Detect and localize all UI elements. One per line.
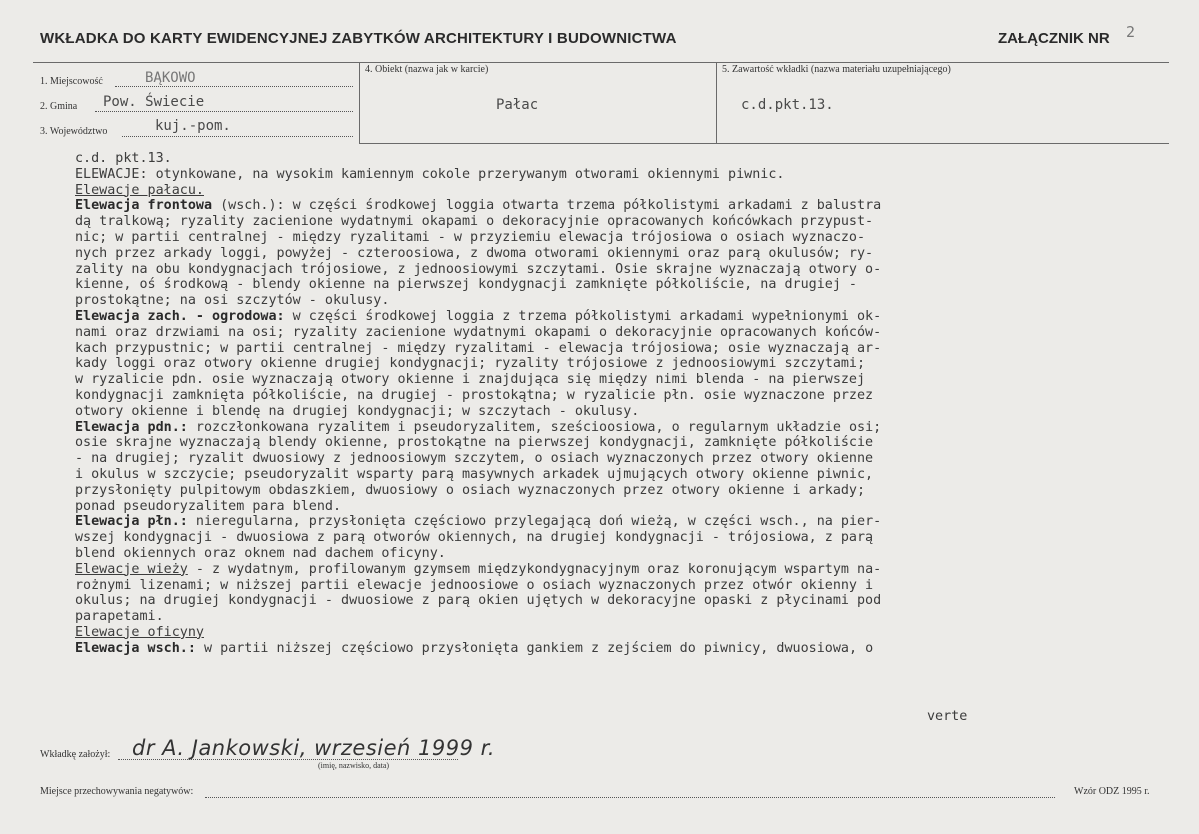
commune-dotted-line [95,111,353,112]
column-divider-1 [359,62,360,144]
body-line: rożnymi lizenami; w niższej partii elewacje jednoosiowe o osiach wyznaczonych przez otwór okienny i [75,577,874,593]
elevation-heading-north: Elewacja płn.: [75,514,188,530]
tower-heading: Elewacje wieży [75,561,188,577]
body-line: Elewacje wieży - z wydatnym, profilowanym gzymsem międzykondygnacyjnym oraz koronującym wspartym na- [75,561,882,577]
body-line: Elewacja frontowa (wsch.): w części środkowej loggia otwarta trzema półkolistymi arkadami z balustra [75,198,882,214]
subsection-heading: Elewacje pałacu. [75,182,204,198]
elevation-heading-west: Elewacja zach. - ogrodowa: [75,308,285,324]
body-line: nami oraz drzwiami na osi; ryzality zacienione wydatnymi okapami o dekoracyjnie opracowanych końców- [75,324,882,340]
description-body [75,151,1135,657]
elevation-heading-east: Elewacja wsch.: [75,640,196,656]
body-line: Elewacja zach. - ogrodowa: w części środkowej loggia z trzema półkolistymi arkadami wypełnionymi ok- [75,308,882,324]
section-heading: ELEWACJE [75,166,140,182]
body-line: nych przez arkady loggi, powyżej - czteroosiowa, z dwoma otworami okiennymi oraz parą okulusów; ry- [75,245,874,261]
body-line: dą tralkową; ryzality zacienione wydatnymi okapami o dekoracyjnie opracowanych końcówkach przypust- [75,214,874,230]
body-line: kach przypustnic; w partii centralnej - między ryzalitami - elewacja trójosiowa; osie wyznaczają ar- [75,340,882,356]
verte-note: verte [927,709,968,724]
annex-label: ZAŁĄCZNIK NR [998,30,1110,47]
body-line: zality na obu kondygnacjach trójosiowe, z jednoosiowymi szczytami. Osie skrajne wyznaczają otwory o- [75,261,882,277]
body-line: kady loggi oraz otwory okienne drugiej kondygnacji; ryzality trójosiowe z jednoosiowymi szczytami; [75,356,866,372]
annex-number[interactable]: 2 [1126,23,1136,41]
body-line: Elewacja pdn.: rozczłonkowana ryzalitem i pseudoryzalitem, sześcioosiowa, o regularnym układzie osi; [75,419,882,435]
body-line: otwory okienne i blendę na drugiej kondygnacji; w szczytach - okulusy. [75,403,640,419]
body-line: Elewacja wsch.: w partii niższej częściowo przysłonięta gankiem z zejściem do piwnicy, dwuosiowa, o [75,640,874,656]
subsection-heading: Elewacje oficyny [75,624,204,640]
elevation-heading-south: Elewacja pdn.: [75,419,188,435]
author-signature[interactable]: dr A. Jankowski, wrzesień 1999 r. [132,736,496,760]
body-line: - na drugiej; ryzalit dwuosiowy z jednoosiowym szczytem, o osiach wyznaczonych przez otwory okienne [75,451,874,467]
body-line: wszej kondygnacji - dwuosiowa z parą otworów okiennych, na drugiej kondygnacji - trójosiowa, z parą [75,530,874,546]
object-label-hint: (nazwa jak w karcie) [404,64,489,75]
voivodeship-dotted-line [122,136,353,137]
locality-label: 1. Miejscowość [40,76,103,87]
body-line: nic; w partii centralnej - między ryzalitami - w przyziemiu elewacja trójosiowa o osiach wyznaczo- [75,229,866,245]
voivodeship-label: 3. Województwo [40,126,108,137]
body-line: okulus; na drugiej kondygnacji - dwuosiowe z parą okien ujętych w dekoracyjne opaski z płycinami pod [75,593,882,609]
body-line: c.d. pkt.13. [75,151,172,166]
object-value[interactable]: Pałac [496,97,539,113]
body-line: prostokątne; na osi szczytów - okulusy. [75,293,390,309]
header-top-rule [33,62,1169,63]
body-line: ponad pseudoryzalitem para blend. [75,498,342,514]
body-line: blend okiennych oraz oknem nad dachem oficyny. [75,545,446,561]
commune-label: 2. Gmina [40,101,78,112]
body-line: w ryzalicie pdn. osie wyznaczają otwory okienne i znajdująca się między nimi blenda - na pierwszej [75,372,866,388]
content-label [722,64,951,75]
elevation-heading-front: Elewacja frontowa [75,198,213,214]
body-line: kienne, oś środkową - blendy okienne na pierwszej kondygnacji zamknięte półkoliście, na drugiej - [75,277,857,293]
body-line: ELEWACJE: otynkowane, na wysokim kamiennym cokole przerywanym otworami okiennymi piwnic. [75,166,785,182]
body-line: przysłonięty pulpitowym obdaszkiem, dwuosiowy o osiach wyznaczonych przez otwory okienne i arkady; [75,482,866,498]
body-line: Elewacja płn.: nieregularna, przysłonięta częściowo przylegającą doń wieżą, w części wsch., na pier- [75,514,882,530]
form-title: WKŁADKA DO KARTY EWIDENCYJNEJ ZABYTKÓW ARCHITEKTURY I BUDOWNICTWA [40,30,677,47]
locality-dotted-line [115,86,353,87]
body-line: osie skrajne wyznaczają blendy okienne, prostokątne na pierwszej kondygnacji, zamknięte półkoliście [75,435,874,451]
form-code: Wzór ODZ 1995 r. [1074,786,1150,797]
content-value[interactable]: c.d.pkt.13. [741,97,834,113]
author-label: Wkładkę założył: [40,749,111,760]
commune-value[interactable]: Pow. Świecie [103,94,205,110]
storage-dotted-line [205,797,1055,798]
author-hint: (imię, nazwisko, data) [318,761,390,770]
storage-label: Miejsce przechowywania negatywów: [40,786,194,797]
object-label [365,64,488,75]
object-label-text: 4. Obiekt [365,64,403,75]
column-divider-2 [716,62,717,144]
body-line: kondygnacji zamknięta półkoliście, na drugiej - prostokątna; w ryzalicie płn. osie wyznaczone przez [75,387,874,403]
content-label-hint: (nazwa materiału uzupełniającego) [810,64,951,75]
content-label-text: 5. Zawartość wkładki [722,64,809,75]
locality-value[interactable]: BĄKOWO [145,70,196,86]
voivodeship-value[interactable]: kuj.-pom. [155,118,231,134]
body-line: parapetami. [75,609,164,625]
body-line: i okulus w szczycie; pseudoryzalit wsparty parą masywnych arkadek ujmujących otwory okienne piwnic, [75,466,874,482]
header-bottom-rule [359,143,1169,144]
